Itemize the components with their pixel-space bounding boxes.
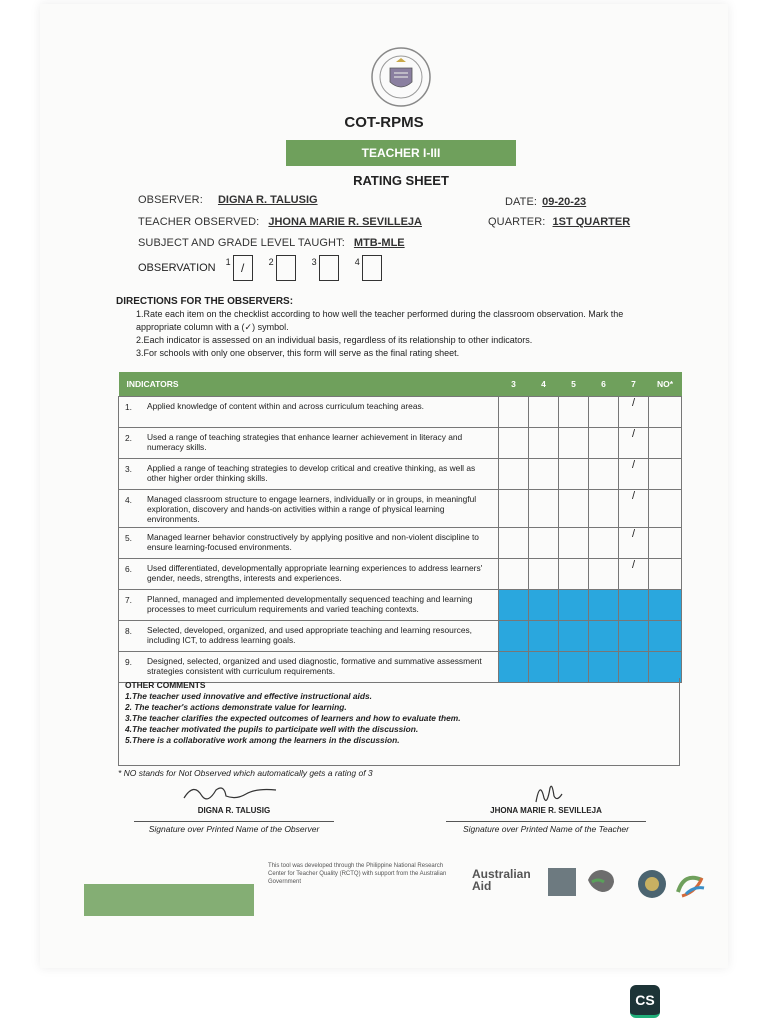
score-cell-4[interactable] xyxy=(529,559,559,590)
header-score-5: 5 xyxy=(559,372,589,397)
observer-printed-name: DIGNA R. TALUSIG xyxy=(197,806,271,815)
aus-aid-line: Aid xyxy=(472,879,492,893)
score-cell-5[interactable] xyxy=(559,459,589,490)
score-cell-no[interactable] xyxy=(649,397,682,428)
comment-item: 1.The teacher used innovative and effective instructional aids. xyxy=(125,691,372,701)
score-cell-5[interactable] xyxy=(559,559,589,590)
table-row xyxy=(119,621,682,652)
score-cell-6[interactable] xyxy=(589,459,619,490)
observation-number: 3 xyxy=(311,257,317,267)
score-cell-3[interactable] xyxy=(499,528,529,559)
indicator-number: 6. xyxy=(119,559,146,590)
teacher-printed-name: JHONA MARIE R. SEVILLEJA xyxy=(490,806,602,815)
indicator-number: 5. xyxy=(119,528,146,559)
date-value: 09-20-23 xyxy=(542,196,587,208)
australian-aid-logo xyxy=(472,868,531,892)
score-cell-5[interactable] xyxy=(559,490,589,528)
score-cell-5[interactable] xyxy=(559,528,589,559)
score-cell-3[interactable] xyxy=(499,621,529,652)
table-row xyxy=(119,459,682,490)
score-cell-no[interactable] xyxy=(649,528,682,559)
rating-sheet-title: RATING SHEET xyxy=(353,173,449,188)
indicator-number: 8. xyxy=(119,621,146,652)
observer-label: OBSERVER: xyxy=(138,194,203,206)
header-score-6: 6 xyxy=(589,372,619,397)
indicator-number: 2. xyxy=(119,428,146,459)
score-cell-6[interactable] xyxy=(589,428,619,459)
comment-item: 2. The teacher's actions demonstrate value for learning. xyxy=(125,702,347,712)
observer-signature-block xyxy=(134,782,334,834)
map-logo-icon xyxy=(584,866,618,896)
indicator-number: 9. xyxy=(119,652,146,683)
subject-field xyxy=(138,237,405,249)
header-score-4: 4 xyxy=(529,372,559,397)
score-cell-5[interactable] xyxy=(559,428,589,459)
header-not-observed: NO* xyxy=(649,372,682,397)
comment-item: 5.There is a collaborative work among the learners in the discussion. xyxy=(125,735,400,745)
comment-item: 3.The teacher clarifies the expected outcomes of learners and how to evaluate them. xyxy=(125,713,461,723)
table-header-row xyxy=(119,372,682,397)
observer-signature-caption: Signature over Printed Name of the Observer xyxy=(134,821,334,834)
score-cell-7[interactable]: / xyxy=(619,428,649,459)
camscanner-badge: CS xyxy=(630,985,660,1018)
indicator-number: 3. xyxy=(119,459,146,490)
teacher-signature-icon xyxy=(486,782,606,804)
circular-seal-icon xyxy=(636,868,668,900)
observer-value: DIGNA R. TALUSIG xyxy=(217,194,318,206)
direction-item: 3.For schools with only one observer, this form will serve as the final rating sheet. xyxy=(136,348,460,358)
directions-heading: DIRECTIONS FOR THE OBSERVERS: xyxy=(116,296,294,307)
directions-section xyxy=(116,295,656,360)
score-cell-6[interactable] xyxy=(589,397,619,428)
deped-seal-icon xyxy=(370,46,432,108)
score-cell-6[interactable] xyxy=(589,490,619,528)
score-cell-3[interactable] xyxy=(499,428,529,459)
score-cell-no[interactable] xyxy=(649,621,682,652)
score-cell-6[interactable] xyxy=(589,528,619,559)
score-cell-4[interactable] xyxy=(529,621,559,652)
subject-label: SUBJECT AND GRADE LEVEL TAUGHT: xyxy=(138,237,345,249)
score-cell-6[interactable] xyxy=(589,559,619,590)
header-indicators: INDICATORS xyxy=(119,372,499,397)
observation-checkbox-2[interactable] xyxy=(276,255,296,281)
direction-item: 2.Each indicator is assessed on an individual basis, regardless of its relationship to other indicators. xyxy=(136,335,533,345)
indicator-text: Selected, developed, organized, and used appropriate teaching and learning resources, including ICT, to address learning goals. xyxy=(145,621,499,652)
indicator-number: 1. xyxy=(119,397,146,428)
table-row xyxy=(119,397,682,428)
teacher-signature-caption: Signature over Printed Name of the Teacher xyxy=(446,821,646,834)
score-cell-no[interactable] xyxy=(649,590,682,621)
position-label: TEACHER I-III xyxy=(361,146,441,160)
observer-field xyxy=(138,194,318,206)
indicators-table xyxy=(118,372,682,683)
observation-checkbox-4[interactable] xyxy=(362,255,382,281)
quarter-field xyxy=(488,216,630,228)
not-observed-note: * NO stands for Not Observed which automatically gets a rating of 3 xyxy=(118,768,373,778)
observation-number: 4 xyxy=(354,257,360,267)
score-cell-no[interactable] xyxy=(649,490,682,528)
direction-item: 1.Rate each item on the checklist according to how well the teacher performed during the classroom observation. Mark the appropriate column with a (✓) symbol. xyxy=(136,309,624,332)
indicator-text: Managed learner behavior constructively by applying positive and non-violent discipline to ensure learning-focused environments. xyxy=(145,528,499,559)
header-score-7: 7 xyxy=(619,372,649,397)
indicator-text: Used a range of teaching strategies that enhance learner achievement in literacy and numeracy skills. xyxy=(145,428,499,459)
other-comments-section xyxy=(118,678,680,766)
score-cell-7[interactable] xyxy=(619,621,649,652)
position-band xyxy=(286,140,516,166)
score-cell-4[interactable] xyxy=(529,428,559,459)
date-label: DATE: xyxy=(505,196,538,208)
table-row xyxy=(119,590,682,621)
score-cell-5[interactable] xyxy=(559,397,589,428)
teacher-field xyxy=(138,216,422,228)
tool-development-note: This tool was developed through the Philippine National Research Center for Teacher Quality (RCTQ) with support from the Australian Government xyxy=(268,863,447,885)
teacher-value: JHONA MARIE R. SEVILLEJA xyxy=(268,216,422,228)
observer-signature-icon xyxy=(174,782,294,804)
score-cell-7[interactable]: / xyxy=(619,559,649,590)
score-cell-4[interactable] xyxy=(529,528,559,559)
observation-checkbox-3[interactable] xyxy=(319,255,339,281)
aus-aid-line: Australian xyxy=(472,867,531,881)
score-cell-3[interactable] xyxy=(499,397,529,428)
score-cell-3[interactable] xyxy=(499,559,529,590)
score-cell-no[interactable] xyxy=(649,559,682,590)
swirl-logo-icon xyxy=(674,868,708,900)
observation-checkbox-1[interactable]: / xyxy=(233,255,253,281)
score-cell-3[interactable] xyxy=(499,590,529,621)
score-cell-7[interactable] xyxy=(619,590,649,621)
score-cell-5[interactable] xyxy=(559,590,589,621)
observation-row xyxy=(138,255,382,281)
quarter-value: 1ST QUARTER xyxy=(552,216,631,228)
score-cell-4[interactable] xyxy=(529,459,559,490)
quarter-label: QUARTER: xyxy=(488,216,546,228)
score-cell-3[interactable] xyxy=(499,459,529,490)
score-cell-7[interactable]: / xyxy=(619,528,649,559)
indicator-text: Applied knowledge of content within and across curriculum teaching areas. xyxy=(145,397,499,428)
table-row xyxy=(119,428,682,459)
score-cell-4[interactable] xyxy=(529,490,559,528)
score-cell-7[interactable]: / xyxy=(619,490,649,528)
score-cell-no[interactable] xyxy=(649,428,682,459)
indicator-text: Used differentiated, developmentally appropriate learning experiences to address learners' gender, needs, strengths, interests and experiences. xyxy=(145,559,499,590)
indicator-text: Planned, managed and implemented developmentally sequenced teaching and learning processes to meet curriculum requirements and varied teaching contexts. xyxy=(145,590,499,621)
observation-label: OBSERVATION xyxy=(138,262,216,274)
indicator-text: Managed classroom structure to engage learners, individually or in groups, in meaningful exploration, discovery and hands-on activities within a range of physical learning environments. xyxy=(145,490,499,528)
table-row xyxy=(119,490,682,528)
subject-value: MTB-MLE xyxy=(353,237,405,249)
score-cell-6[interactable] xyxy=(589,590,619,621)
indicator-number: 4. xyxy=(119,490,146,528)
partner-logo-icon xyxy=(548,868,576,896)
observation-number: 2 xyxy=(268,257,274,267)
indicator-text: Designed, selected, organized and used diagnostic, formative and summative assessment strategies consistent with curriculum requirements. xyxy=(145,652,499,683)
score-cell-4[interactable] xyxy=(529,397,559,428)
footer-green-band xyxy=(84,884,254,916)
teacher-label: TEACHER OBSERVED: xyxy=(138,216,260,228)
score-cell-7[interactable]: / xyxy=(619,459,649,490)
form-title: COT-RPMS xyxy=(344,114,424,131)
teacher-signature-block xyxy=(446,782,646,834)
table-row xyxy=(119,528,682,559)
score-cell-6[interactable] xyxy=(589,621,619,652)
comment-item: 4.The teacher motivated the pupils to participate well with the discussion. xyxy=(125,724,419,734)
observation-number: 1 xyxy=(225,257,231,267)
score-cell-5[interactable] xyxy=(559,621,589,652)
table-row xyxy=(119,559,682,590)
score-cell-7[interactable]: / xyxy=(619,397,649,428)
indicator-text: Applied a range of teaching strategies to develop critical and creative thinking, as well as other higher order thinking skills. xyxy=(145,459,499,490)
score-cell-4[interactable] xyxy=(529,590,559,621)
header-score-3: 3 xyxy=(499,372,529,397)
score-cell-3[interactable] xyxy=(499,490,529,528)
indicator-number: 7. xyxy=(119,590,146,621)
date-field xyxy=(505,196,586,208)
comments-heading: OTHER COMMENTS xyxy=(125,680,206,690)
score-cell-no[interactable] xyxy=(649,459,682,490)
